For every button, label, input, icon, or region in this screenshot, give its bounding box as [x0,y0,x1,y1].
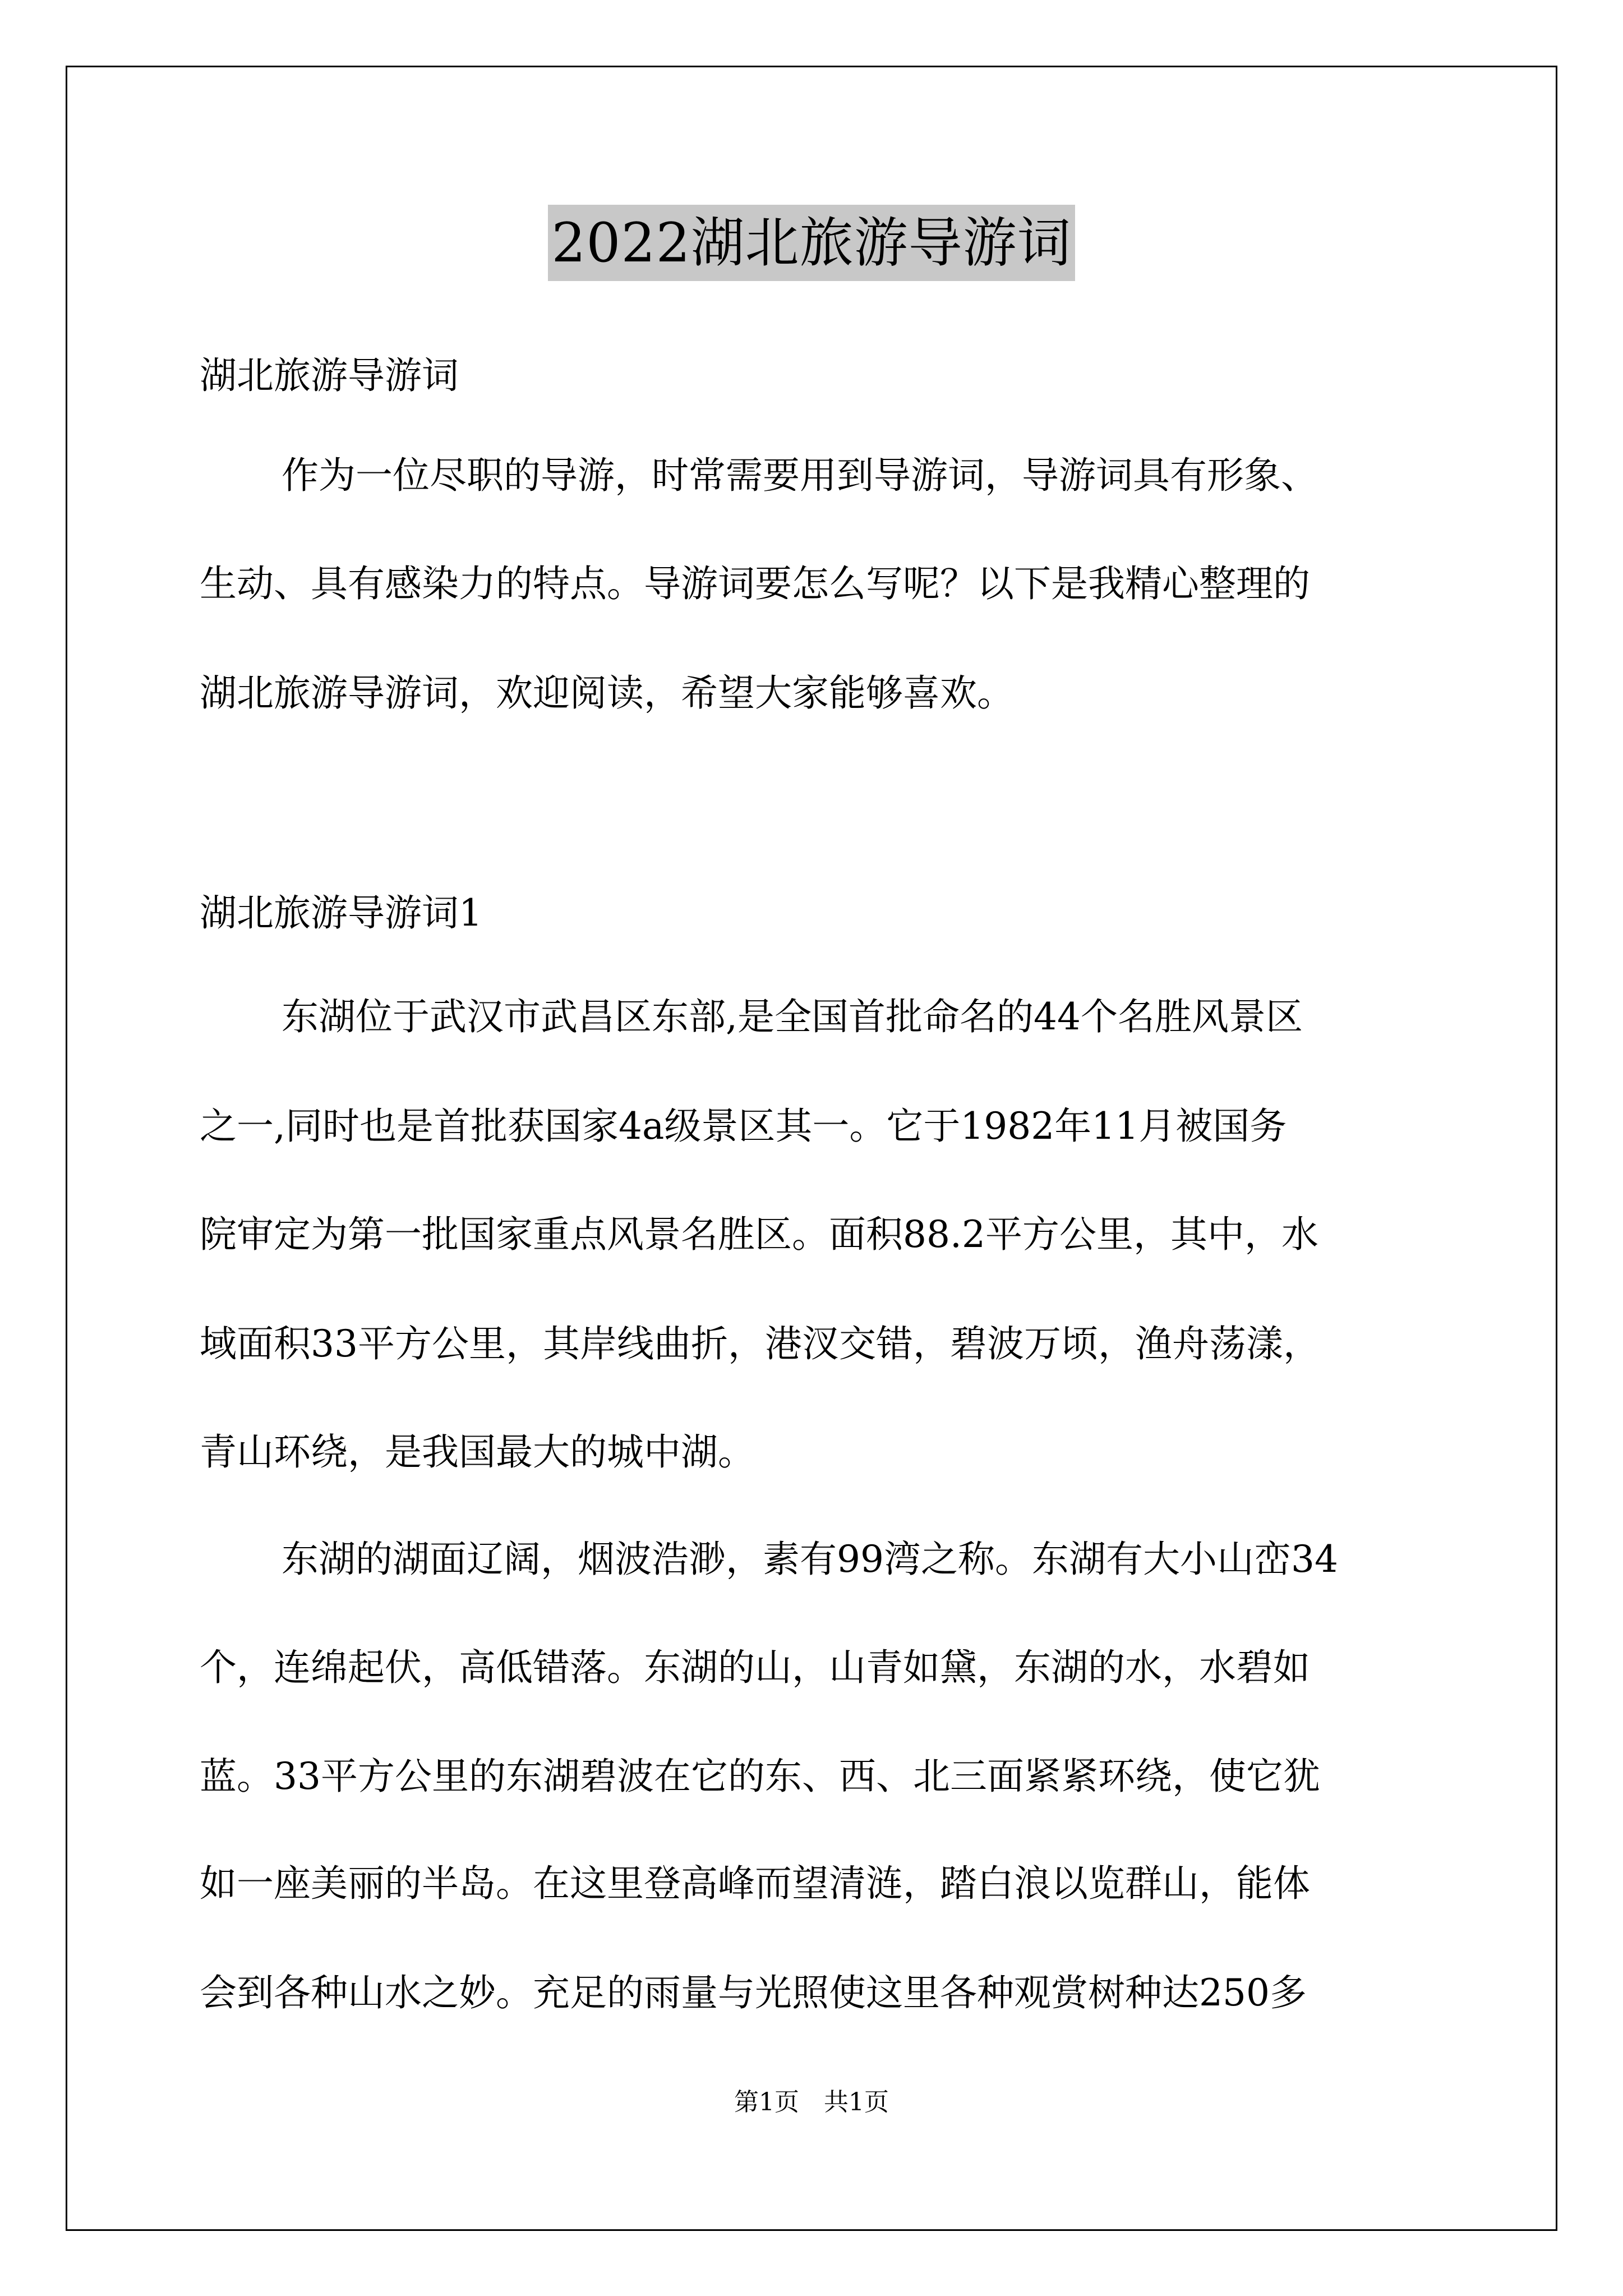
page-total: 共1页 [824,2088,889,2116]
paragraph1-line-1: 东湖位于武汉市武昌区东部,是全国首批命名的44个名胜风景区 [282,995,1303,1038]
paragraph2-line-4: 如一座美丽的半岛。在这里登高峰而望清涟，踏白浪以览群山，能体 [200,1862,1310,1905]
page-footer [0,2086,1623,2119]
page-number: 第1页 [734,2088,799,2116]
paragraph1-line-5: 青山环绕，是我国最大的城中湖。 [200,1430,755,1474]
paragraph2-line-5: 会到各种山水之妙。充足的雨量与光照使这里各种观赏树种达250多 [200,1971,1307,2014]
paragraph1-line-3: 院审定为第一批国家重点风景名胜区。面积88.2平方公里，其中，水 [200,1213,1318,1256]
document-title: 2022湖北旅游导游词 [548,205,1075,281]
paragraph1-line-4: 域面积33平方公里，其岸线曲折，港汊交错，碧波万顷，渔舟荡漾， [200,1322,1320,1365]
section-heading: 湖北旅游导游词1 [200,891,482,935]
document-subtitle: 湖北旅游导游词 [200,354,459,397]
paragraph2-line-1: 东湖的湖面辽阔，烟波浩渺，素有99湾之称。东湖有大小山峦34 [282,1538,1338,1581]
intro-line-3: 湖北旅游导游词，欢迎阅读，希望大家能够喜欢。 [200,671,1014,715]
paragraph1-line-2: 之一,同时也是首批获国家4a级景区其一。它于1982年11月被国务 [200,1105,1287,1148]
title-container [0,205,1623,281]
intro-line-2: 生动、具有感染力的特点。导游词要怎么写呢？以下是我精心整理的 [200,562,1310,605]
intro-line-1: 作为一位尽职的导游，时常需要用到导游词，导游词具有形象、 [282,454,1318,497]
paragraph2-line-2: 个，连绵起伏，高低错落。东湖的山，山青如黛，东湖的水，水碧如 [200,1646,1310,1689]
paragraph2-line-3: 蓝。33平方公里的东湖碧波在它的东、西、北三面紧紧环绕，使它犹 [200,1755,1320,1798]
